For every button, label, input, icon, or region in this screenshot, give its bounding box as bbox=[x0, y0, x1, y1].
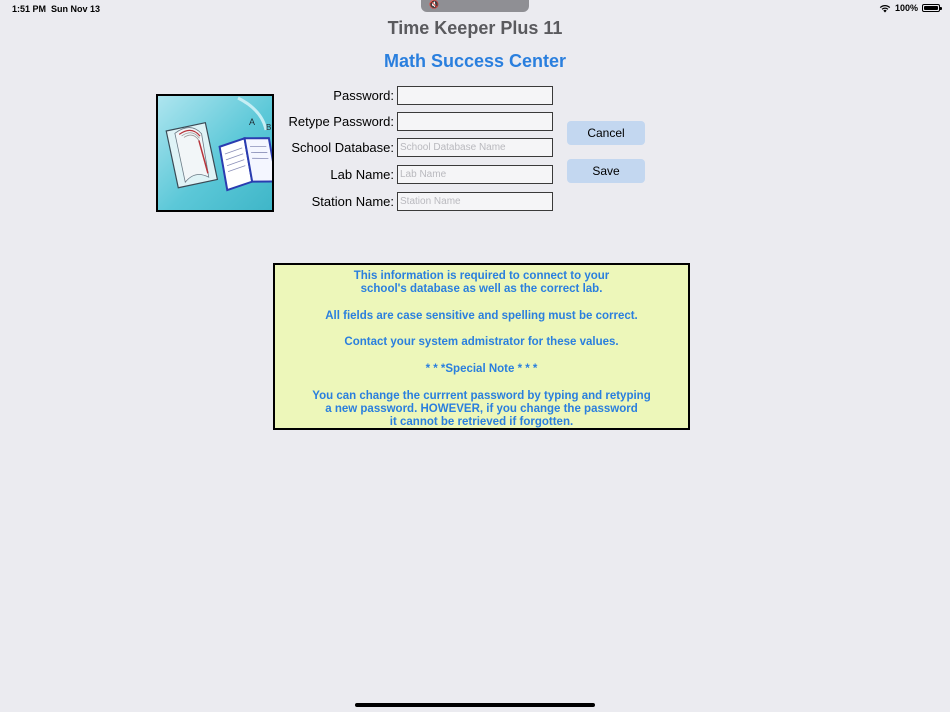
info-panel bbox=[273, 263, 690, 430]
school-database-label: School Database: bbox=[291, 140, 394, 155]
home-indicator[interactable] bbox=[355, 703, 595, 707]
info-line: a new password. HOWEVER, if you change the password bbox=[325, 402, 638, 415]
app-logo-image bbox=[156, 94, 274, 212]
retype-password-input[interactable] bbox=[397, 112, 553, 131]
battery-percent: 100% bbox=[894, 3, 918, 13]
status-right bbox=[879, 3, 940, 13]
wifi-icon bbox=[879, 4, 891, 13]
logo-letter-a: A bbox=[249, 117, 256, 127]
save-button[interactable]: Save bbox=[567, 159, 645, 183]
lab-name-input[interactable] bbox=[397, 165, 553, 184]
info-line: This information is required to connect to your bbox=[353, 270, 610, 282]
cancel-button[interactable]: Cancel bbox=[567, 121, 645, 145]
mute-icon: 🔇 bbox=[429, 0, 439, 9]
info-line: school's database as well as the correct lab. bbox=[360, 283, 603, 296]
center-title: Math Success Center bbox=[383, 51, 567, 71]
lab-name-label: Lab Name: bbox=[330, 167, 394, 182]
retype-password-label: Retype Password: bbox=[288, 114, 394, 129]
battery-icon bbox=[922, 4, 940, 12]
info-line: it cannot be retrieved if forgotten. bbox=[389, 416, 574, 429]
status-date: Sun Nov 13 bbox=[51, 4, 101, 14]
password-input[interactable] bbox=[397, 86, 553, 105]
status-time: 1:51 PM bbox=[12, 4, 47, 14]
top-pill[interactable] bbox=[421, 0, 529, 12]
books-illustration bbox=[158, 96, 272, 210]
logo-letter-b: B bbox=[266, 123, 272, 132]
info-line: All fields are case sensitive and spelling must be correct. bbox=[325, 309, 638, 322]
info-line: You can change the currrent password by typing and retyping bbox=[312, 389, 651, 402]
info-line: Contact your system admistrator for these values. bbox=[344, 336, 619, 349]
password-label: Password: bbox=[333, 88, 394, 103]
info-line: * * *Special Note * * * bbox=[425, 363, 538, 376]
school-database-input[interactable] bbox=[397, 138, 553, 157]
station-name-label: Station Name: bbox=[311, 194, 394, 209]
app-title: Time Keeper Plus 11 bbox=[387, 18, 563, 38]
station-name-input[interactable] bbox=[397, 192, 553, 211]
